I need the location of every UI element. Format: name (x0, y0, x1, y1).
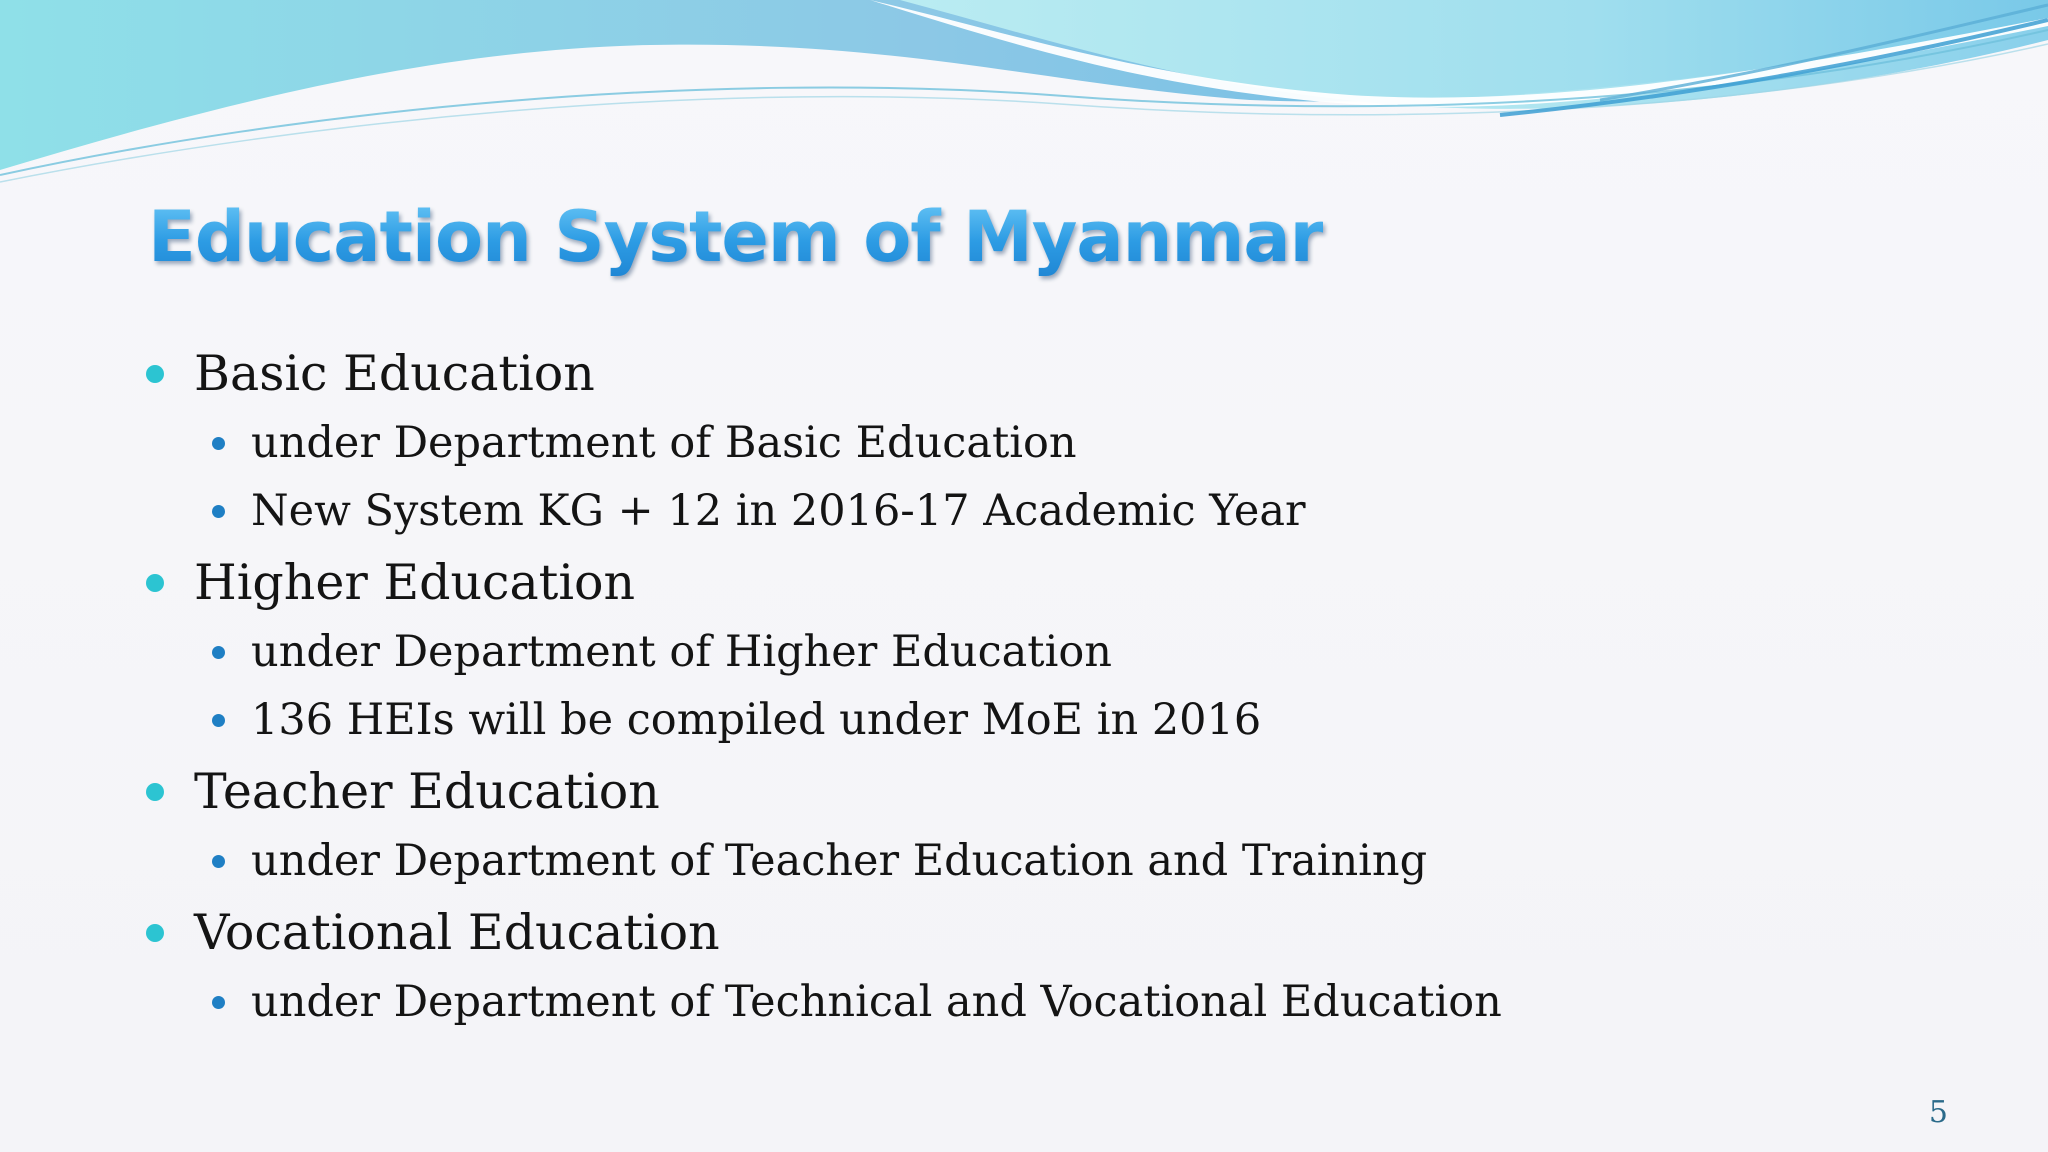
sub-bullet-item (212, 418, 1077, 468)
bullet-dot-icon (146, 574, 164, 592)
sub-bullet-dot-icon (212, 646, 225, 659)
sub-bullet-item (212, 977, 1502, 1027)
sub-bullet-dot-icon (212, 996, 225, 1009)
bullet-item-vocational-education (146, 904, 720, 961)
bullet-dot-icon (146, 783, 164, 801)
bullet-item-higher-education (146, 554, 635, 611)
sub-bullet-dot-icon (212, 437, 225, 450)
sub-bullet-text: under Department of Higher Education (251, 627, 1112, 677)
bullet-item-teacher-education (146, 763, 660, 820)
bullet-text: Teacher Education (194, 763, 660, 820)
bullet-dot-icon (146, 924, 164, 942)
sub-bullet-dot-icon (212, 714, 225, 727)
sub-bullet-text: New System KG + 12 in 2016-17 Academic Year (251, 486, 1306, 536)
sub-bullet-item (212, 695, 1261, 745)
sub-bullet-dot-icon (212, 855, 225, 868)
slide-title: Education System of Myanmar (148, 196, 1324, 278)
sub-bullet-item (212, 486, 1306, 536)
bullet-text: Vocational Education (194, 904, 720, 961)
bullet-item-basic-education (146, 345, 595, 402)
sub-bullet-text: under Department of Basic Education (251, 418, 1077, 468)
bullet-dot-icon (146, 365, 164, 383)
sub-bullet-text: 136 HEIs will be compiled under MoE in 2016 (251, 695, 1262, 745)
bullet-text: Basic Education (194, 345, 595, 402)
sub-bullet-item (212, 836, 1427, 886)
sub-bullet-text: under Department of Technical and Vocational Education (251, 977, 1502, 1027)
page-number: 5 (1928, 1095, 1948, 1130)
sub-bullet-text: under Department of Teacher Education and Training (251, 836, 1428, 886)
bullet-text: Higher Education (194, 554, 636, 611)
sub-bullet-item (212, 627, 1112, 677)
sub-bullet-dot-icon (212, 505, 225, 518)
